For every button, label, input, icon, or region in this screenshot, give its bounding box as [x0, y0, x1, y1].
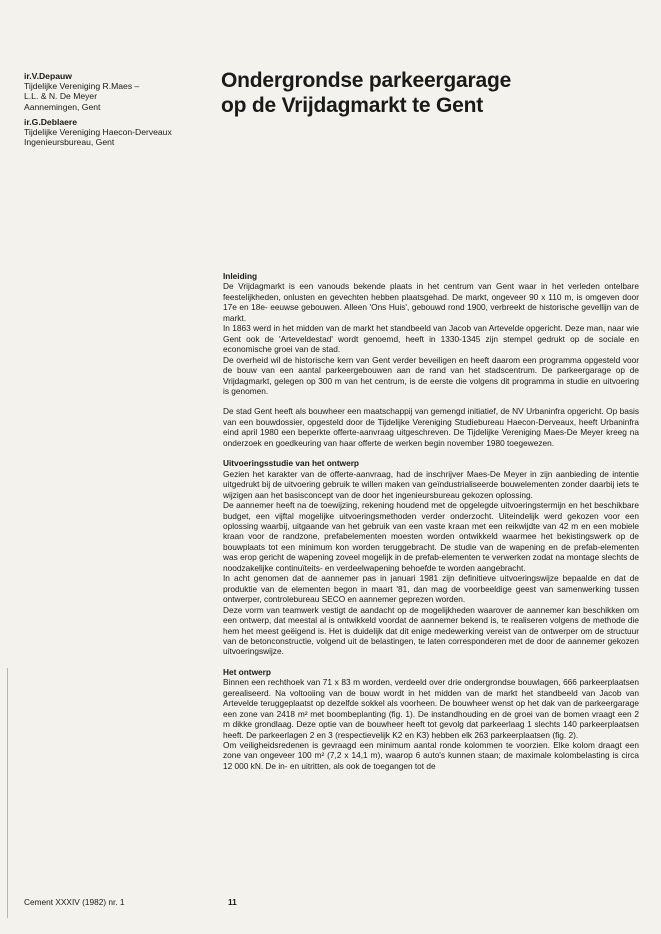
journal-footer: Cement XXXIV (1982) nr. 1: [24, 897, 125, 907]
section-uitvoeringsstudie: [223, 458, 639, 657]
section-heading: Uitvoeringsstudie van het ontwerp: [223, 458, 359, 469]
paragraph-spacer: [223, 396, 639, 406]
section-ontwerp: [223, 667, 639, 772]
author-list: [24, 71, 209, 152]
paragraph: In 1863 werd in het midden van de markt het standbeeld van Jacob van Artevelde opgericht. Deze man, naar wie Gent ook de 'Arteveldestad' wordt genoemd, heeft in 1330-1345 zijn stempel gedrukt op de sociale en economische groei van de stad.: [223, 323, 639, 355]
paragraph: Binnen een rechthoek van 71 x 83 m worden, verdeeld over drie ondergrondse bouwlagen, 666 parkeerplaatsen gerealiseerd. Na voltooiing van de bouw wordt in het midden van de markt het standbeeld van Jacob van Artevelde teruggeplaatst op dezelfde sokkel als voorheen. De bouwheer wenst op het dak van de parkeergarage een zone van 2418 m² met boombeplanting (fig. 1). De instandhouding en de groei van de bomen vraagt een 2 m dikke grondlaag. Deze optie van de bouwheer heeft tot gevolg dat parkeerlaag 1 slechts 140 parkeerplaatsen heeft. De parkeerlagen 2 en 3 (respectievelijk K2 en K3) hebben elk 263 parkeerplaatsen (fig. 2).: [223, 677, 639, 740]
author-affiliation-line: L.L. & N. De Meyer: [24, 91, 98, 102]
section-inleiding: [223, 271, 639, 448]
author-name: ir.V.Depauw: [24, 71, 72, 81]
author-name: ir.G.Deblaere: [24, 116, 78, 127]
paragraph: De aannemer heeft na de toewijzing, rekening houdend met de opgelegde uitvoeringstermijn en het beschikbare budget, een vijftal mogelijke uitvoeringsmethoden verder onderzocht. Uiteindelijk werd gekozen voor een oplossing waarbij, uitgaande van het gebruik van een vaste kraan met een reikwijdte van 42 m en een mobiele kraan voor de randzone, prefabelementen moesten worden ontwikkeld waarmee het bekistingswerk op de bouwplaats tot een minimum kon worden teruggebracht. De studie van de wapening en de prefab-elementen was erop gericht de wapening zoveel mogelijk in de prefab-elementen te verwerken zodat na montage slechts de noodzakelijke continuïteits- en verdeelwapening behoefde te worden aangebracht.: [223, 500, 639, 573]
author-2: [24, 117, 209, 148]
title-line: Ondergrondse parkeergarage: [221, 69, 512, 92]
article-body: [223, 271, 639, 781]
page-number: 11: [228, 897, 237, 907]
paragraph: De overheid wil de historische kern van Gent verder beveiligen en heeft daarom een programma opgesteld voor de bouw van een aantal parkeergebouwen aan de rand van het stadscentrum. De parkeergarage op de Vrijdagmarkt, gelegen op 300 m van het centrum, is de eerste die volgens dit programma in studie en uitvoering is genomen.: [223, 354, 639, 396]
author-affiliation-line: Tijdelijke Vereniging Haecon-Derveaux: [24, 127, 172, 138]
paragraph: Deze vorm van teamwerk vestigt de aandacht op de mogelijkheden waarover de aannemer kan beschikken om een ontwerp, dat meestal al is ontwikkeld voordat de aannemer bekend is, te realiseren volgens de methode die hem het meest geëigend is. Het is duidelijk dat dit enige medewerking vereist van de ontwerper om de structuur van de betonconstructie, volgend uit de belastingen, te laten corresponderen met de door de aannemer gekozen uitvoeringswijze.: [223, 604, 639, 657]
paragraph: In acht genomen dat de aannemer pas in januari 1981 zijn definitieve uitvoeringswijze bepaalde en dat de produktie van de elementen begon in maart '81, dan mag de voorbeeldige geest van samenwerking tussen ontwerper, controlebureau SECO en aannemer geprezen worden.: [223, 573, 639, 605]
paragraph: De Vrijdagmarkt is een vanouds bekende plaats in het centrum van Gent waar in het verleden ontelbare feestelijkheden, onlusten en gevechten hebben plaatsgehad. De markt, ongeveer 90 x 110 m, is omgeven door 17e en 18e- eeuwse gebouwen. Alleen 'Ons Huis', gebouwd rond 1900, verbreekt de historische gevellijn van de markt.: [223, 281, 639, 323]
paragraph: De stad Gent heeft als bouwheer een maatschappij van gemengd initiatief, de NV Urbaninfra opgericht. Op basis van een bouwdossier, opgesteld door de Tijdelijke Vereniging Studiebureau Haecon-Derveaux, heeft Urbaninfra eind april 1980 een beperkte offerte-aanvraag uitgeschreven. De Tijdelijke Vereniging Maes-De Meyer kreeg na onderzoek en goedkeuring van haar offerte de werken begin november 1980 toegewezen.: [223, 406, 639, 448]
author-affiliation-line: Aannemingen, Gent: [24, 101, 101, 112]
title-line: op de Vrijdagmarkt te Gent: [221, 94, 484, 117]
article-title: [221, 68, 641, 118]
section-heading: Het ontwerp: [223, 666, 271, 677]
paragraph: Om veiligheidsredenen is gevraagd een minimum aantal ronde kolommen te voorzien. Elke kolom draagt een zone van ongeveer 100 m² (7,2 x 14,1 m), waarop 6 auto's kunnen staan; de maximale kolombelasting is circa 12 000 kN. De in- en uitritten, als ook de toegangen tot de: [223, 740, 639, 771]
author-affiliation-line: Ingenieursbureau, Gent: [24, 137, 115, 148]
author-affiliation-line: Tijdelijke Vereniging R.Maes –: [24, 81, 140, 92]
scan-edge-line: [7, 668, 8, 918]
paragraph: Gezien het karakter van de offerte-aanvraag, had de inschrijver Maes-De Meyer in zijn aanbieding de intentie uitgedrukt bij de uitvoering gebruik te willen maken van geïndustrialiseerde bouwelementen zonder daarbij iets te wijzigen aan het basisconcept van de door het ingenieursbureau gekozen oplossing.: [223, 468, 639, 500]
author-1: [24, 71, 209, 112]
section-heading: Inleiding: [223, 271, 258, 281]
